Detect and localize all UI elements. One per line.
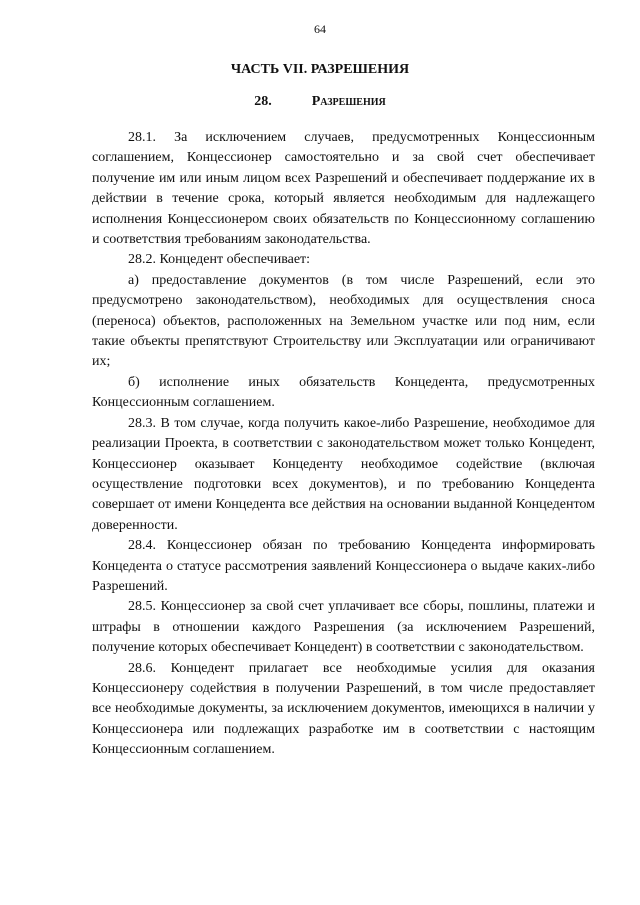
section-title: Разрешения xyxy=(311,94,386,109)
paragraph-28-4: 28.4. Концессионер обязан по требованию Концедента информировать Концедента о статусе рассмотрения заявлений Концессионера о выдаче каких-либо Разрешений. xyxy=(92,538,595,594)
paragraph-28-5: 28.5. Концессионер за свой счет уплачивает все сборы, пошлины, платежи и штрафы в отношении каждого Разрешения (за исключением Разрешений, получение которых обеспечивает Концедент) в соответствии с законодательством. xyxy=(92,599,595,656)
paragraph-28-2-b: б) исполнение иных обязательств Концедента, предусмотренных Концессионным соглашением. xyxy=(92,374,595,411)
section-number: 28. xyxy=(254,94,272,109)
section-heading xyxy=(0,94,640,110)
paragraph-28-2: 28.2. Концедент обеспечивает: xyxy=(128,252,311,268)
paragraph-28-2-a: а) предоставление документов (в том числе Разрешений, если это предусмотрено законодательством), необходимых для осуществления сноса (переноса) объектов, расположенных на Земельном участке или под ним, если такие объекты препятствуют Строительству или Эксплуатации или ограничивают их; xyxy=(92,272,595,370)
page-number: 64 xyxy=(314,22,326,36)
paragraph-28-1: 28.1. За исключением случаев, предусмотренных Концессионным соглашением, Концессионер самостоятельно и за свой счет обеспечивает получение им или иным лицом всех Разрешений и обеспечивает поддержание их в действии в течение срока, который является необходимым для надлежащего исполнения Концессионером своих обязательств по Концессионному соглашению и соответствия требованиям законодательства. xyxy=(92,130,595,248)
paragraph-28-6: 28.6. Концедент прилагает все необходимые усилия для оказания Концессионеру содействия в получении Разрешений, в том числе предоставляет все необходимые документы, за исключением документов, имеющихся в наличии у Концессионера или подлежащих разработке им в соответствии с настоящим Концессионным соглашением. xyxy=(92,660,595,758)
document-body xyxy=(92,128,595,761)
part-title: ЧАСТЬ VII. РАЗРЕШЕНИЯ xyxy=(230,62,410,77)
paragraph-28-3: 28.3. В том случае, когда получить какое-либо Разрешение, необходимое для реализации Проекта, в соответствии с законодательством может только Концедент, Концессионер оказывает Концеденту необходимое содействие (включая осуществление подготовки всех документов), и по требованию Концедента совершает от имени Концедента все действия на основании выданной Концедентом доверенности. xyxy=(92,415,595,533)
